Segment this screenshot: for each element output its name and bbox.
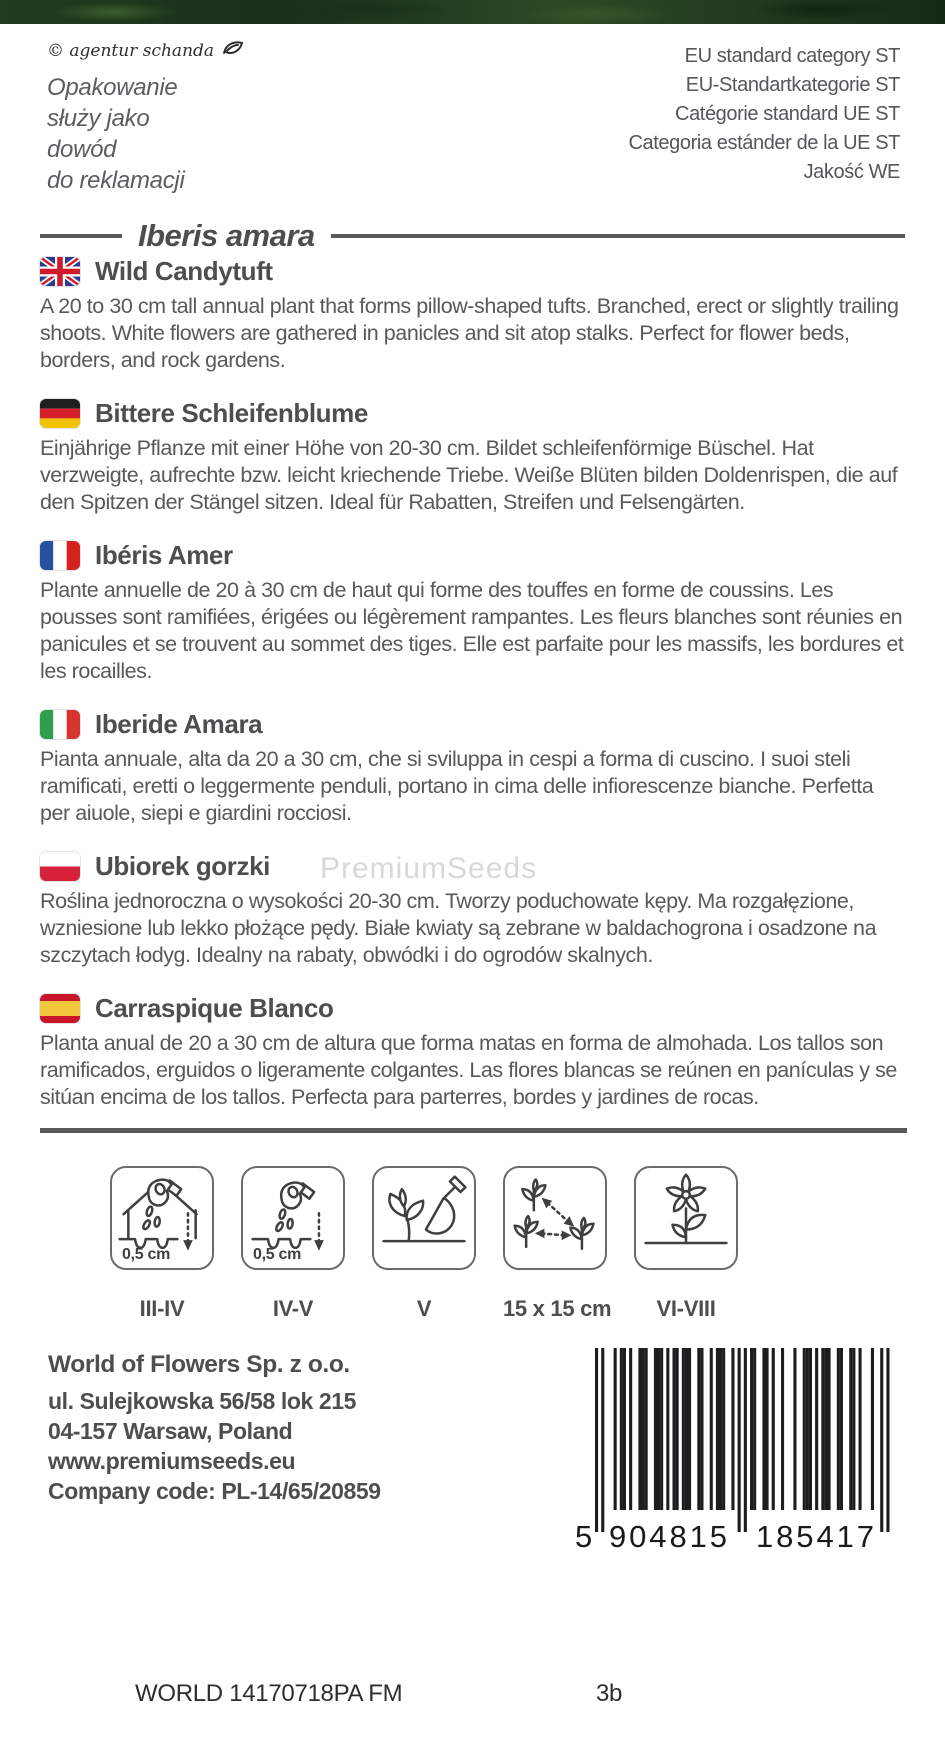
ean-digits-left: 904815 [609, 1519, 727, 1554]
section-divider-rule [40, 1128, 907, 1133]
packaging-note-line: do reklamacji [47, 167, 185, 194]
sowing-depth-label: 0,5 cm [122, 1246, 171, 1263]
transplant-icon [372, 1166, 476, 1270]
section-polish [40, 849, 907, 969]
flag-italy-icon [40, 710, 80, 739]
sowing-depth-label: 0,5 cm [253, 1246, 302, 1263]
sow-direct-period: IV-V [272, 1296, 314, 1321]
print-footer [0, 1680, 945, 1714]
premiumseeds-watermark: PremiumSeeds [320, 852, 538, 885]
ean-barcode [565, 1346, 905, 1561]
flowering-icon [634, 1166, 738, 1270]
common-name-german: Bittere Schleifenblume [95, 397, 368, 428]
packaging-claim-note [47, 72, 185, 196]
batch-code: WORLD 14170718PA FM [135, 1680, 403, 1707]
sow-under-cover-icon [110, 1166, 214, 1270]
company-website: www.premiumseeds.eu [48, 1448, 296, 1474]
flag-germany-icon [40, 399, 80, 428]
transplant-period: V [416, 1296, 432, 1321]
description-polish: Roślina jednoroczna o wysokości 20-30 cm. Tworzy poduchowate kępy. Ma rozgałęzione, wzniesione lub lekko płożące pędy. Białe kwiaty są zebrane w baldachogrona i osadzone na szczytach łodyg. Idealny na rabaty, obwódki i do ogrodów skalnych. [40, 889, 877, 967]
ean-barcode-bars [565, 1346, 905, 1556]
company-address-line: 04-157 Warsaw, Poland [48, 1418, 293, 1444]
eu-category-line: Jakość WE [803, 161, 900, 183]
description-german: Einjährige Pflanze mit einer Höhe von 20-30 cm. Bildet schleifenförmige Büschel. Hat verzweigte, aufrechte bzw. leicht kriechende Triebe. Weiße Blüten bilden Doldenrispen, die auf den Spitzen der Stängel sitzen. Ideal für Rabatten, Streifen und Felsengärten. [40, 436, 898, 514]
section-english [40, 254, 907, 374]
ean-digits-right: 185417 [756, 1519, 874, 1554]
flag-united-kingdom-icon [40, 257, 80, 286]
eu-category-line: Categoria estánder de la UE ST [628, 132, 900, 154]
spacing-icon [503, 1166, 607, 1270]
leaf-logo-icon [222, 40, 244, 61]
sow-under-cover-period: III-IV [139, 1296, 185, 1321]
section-english-header [40, 254, 907, 288]
spacing-value: 15 x 15 cm [503, 1296, 612, 1321]
section-german-header [40, 396, 907, 430]
eu-standard-category-block [629, 42, 901, 187]
common-name-polish: Ubiorek gorzki [95, 850, 270, 881]
agency-credit [47, 40, 244, 61]
section-italian [40, 707, 907, 827]
common-name-english: Wild Candytuft [95, 255, 273, 286]
packaging-note-line: dowód [47, 136, 117, 163]
plate-code: 3b [596, 1680, 623, 1707]
eu-category-line: Catégorie standard UE ST [675, 103, 900, 125]
title-rule-right [331, 234, 905, 238]
sowing-pictogram-row [110, 1166, 738, 1270]
pictogram-period-labels [110, 1296, 738, 1322]
section-spanish-header [40, 991, 907, 1025]
packaging-note-line: Opakowanie [47, 74, 178, 101]
description-english: A 20 to 30 cm tall annual plant that forms pillow-shaped tufts. Branched, erect or slightly trailing shoots. White flowers are gathered in panicles and sit atop stalks. Perfect for flower beds, borders, and rock gardens. [40, 294, 899, 372]
section-polish-header [40, 849, 907, 883]
common-name-french: Ibéris Amer [95, 539, 233, 570]
greenery-photo-strip [0, 0, 945, 24]
sow-direct-icon [241, 1166, 345, 1270]
section-german [40, 396, 907, 516]
language-sections [40, 254, 907, 1133]
section-italian-header [40, 707, 907, 741]
section-spanish [40, 991, 907, 1111]
description-french: Plante annuelle de 20 à 30 cm de haut qui forme des touffes en forme de coussins. Les pousses sont ramifiées, érigées ou légèrement rampantes. Les fleurs blanches sont réunies en panicules et se trouvent au sommet des tiges. Elle est parfaite pour les massifs, les bordures et les rocailles. [40, 578, 904, 683]
eu-category-line: EU-Standartkategorie ST [685, 74, 900, 96]
company-info-block [48, 1350, 381, 1506]
flag-poland-icon [40, 852, 80, 881]
title-rule-left [40, 234, 122, 238]
latin-plant-name: Iberis amara [138, 218, 315, 253]
company-name: World of Flowers Sp. z o.o. [48, 1351, 350, 1378]
packaging-note-line: służy jako [47, 105, 150, 132]
section-french-header [40, 538, 907, 572]
flag-france-icon [40, 541, 80, 570]
section-french [40, 538, 907, 685]
company-code: Company code: PL-14/65/20859 [48, 1478, 381, 1504]
company-address-line: ul. Sulejkowska 56/58 lok 215 [48, 1388, 357, 1414]
common-name-italian: Iberide Amara [95, 708, 263, 739]
flowering-period: VI-VIII [656, 1296, 716, 1321]
eu-category-line: EU standard category ST [684, 45, 900, 67]
agency-credit-text: © agentur schanda [47, 40, 215, 61]
latin-name-title-row [40, 218, 905, 254]
ean-digit-first: 5 [575, 1519, 593, 1554]
common-name-spanish: Carraspique Blanco [95, 992, 334, 1023]
flag-spain-icon [40, 994, 80, 1023]
description-spanish: Planta anual de 20 a 30 cm de altura que forma matas en forma de almohada. Los tallos son ramificados, erguidos o ligeramente colgantes. Las flores blancas se reúnen en panículas y se sitúan encima de los tallos. Perfecta para parterres, bordes y jardines de rocas. [40, 1031, 897, 1109]
description-italian: Pianta annuale, alta da 20 a 30 cm, che si sviluppa in cespi a forma di cuscino. I suoi steli ramificati, eretti o leggermente penduli, portano in cima delle infiorescenze bianche. Perfetta per aiuole, siepi e giardini rocciosi. [40, 747, 874, 825]
